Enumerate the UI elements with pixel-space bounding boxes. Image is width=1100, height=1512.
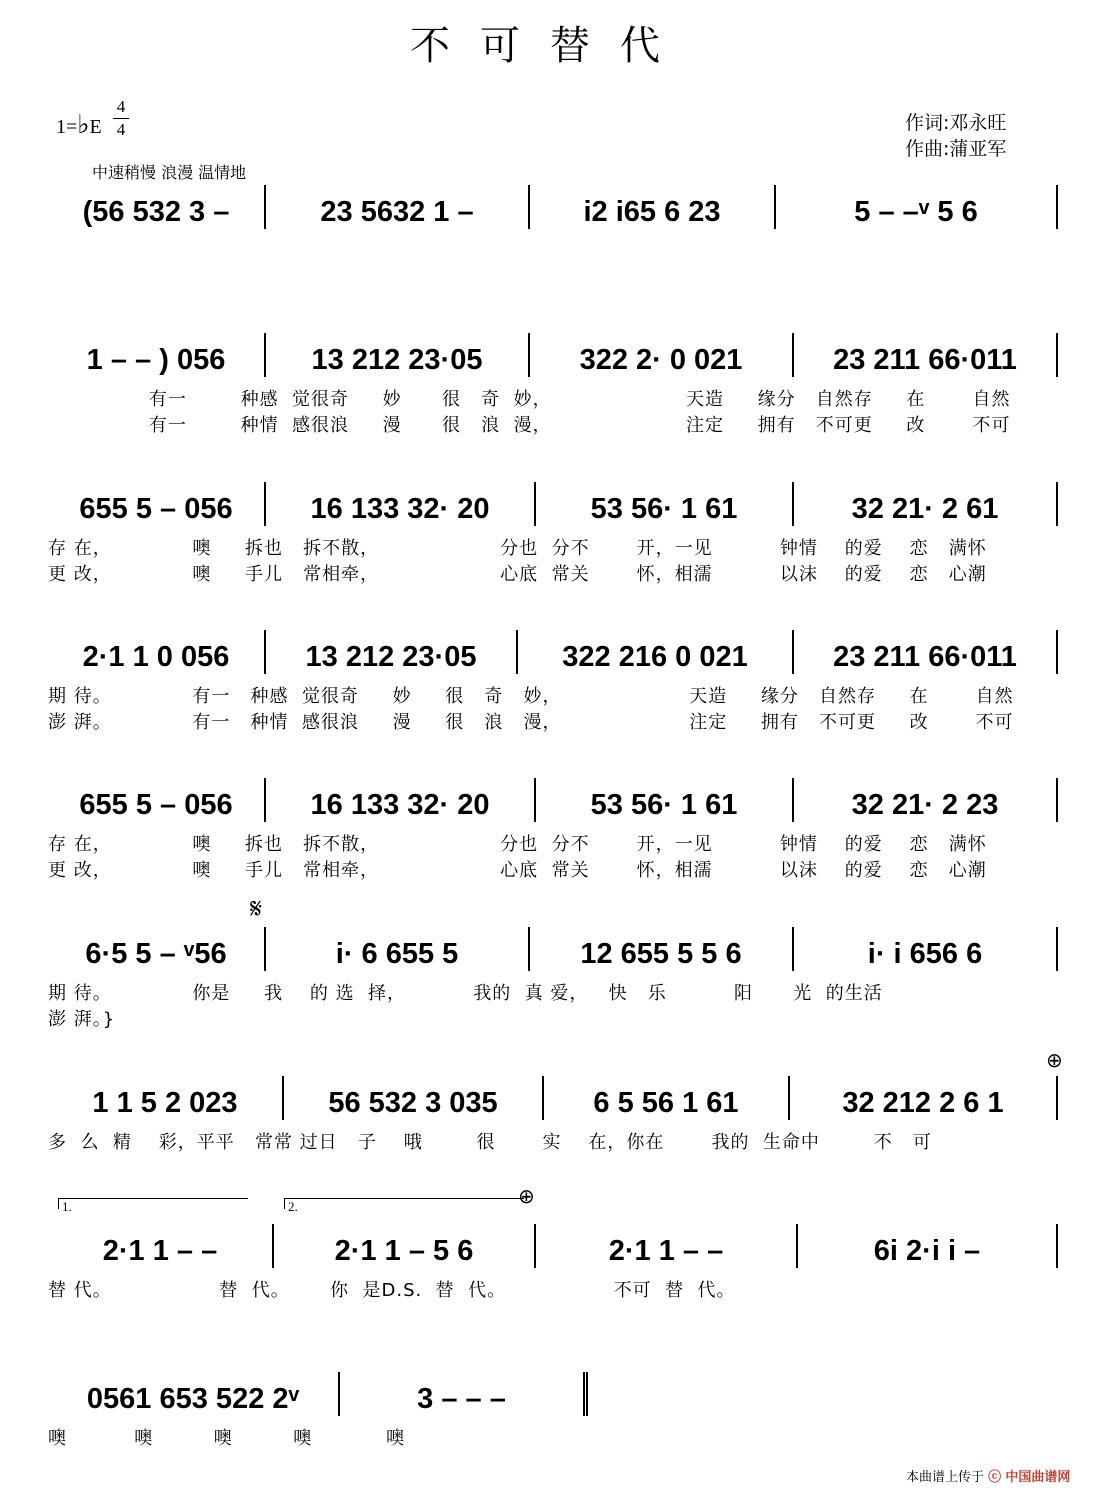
- notes-row: [48, 185, 1058, 229]
- lyric-line-1: 期 待。 你是 我 的 选 择， 我的 真 爱， 快 乐 阳 光 的生活: [48, 983, 883, 1003]
- lyric-line-1: 存 在， 噢 拆也 拆不散， 分也 分不 开，一见 钟情 的爱 恋 满怀: [48, 834, 987, 854]
- measure: i2 i65 6 23: [530, 185, 776, 229]
- lyric-line-2: 澎 湃。}: [48, 1009, 116, 1029]
- lyric-line-1: 多 么 精 彩，平平 常常 过日 子 哦 很 实 在，你在 我的 生命中 不 可: [48, 1132, 932, 1152]
- notes-row: [48, 333, 1058, 377]
- measure: 16 133 32· 20: [266, 482, 536, 526]
- score-system-8: [0, 1224, 1100, 1364]
- volta-2: 2.: [284, 1198, 524, 1209]
- segno-icon: 𝄋: [250, 892, 263, 925]
- tempo-marking: 中速稍慢 浪漫 温情地: [92, 163, 247, 182]
- meter-bottom: 4: [113, 118, 129, 141]
- lyric-line-1: 噢 噢 噢 噢 噢: [48, 1428, 406, 1448]
- measure: (56 532 3 –: [48, 185, 266, 229]
- notes-row: [48, 1372, 588, 1416]
- site-logo-icon: ⓒ: [988, 1470, 1002, 1485]
- footer-text: 本曲谱上传于: [906, 1470, 985, 1485]
- notes-row: [48, 630, 1058, 674]
- measure: 53 56· 1 61: [536, 482, 794, 526]
- key-prefix: 1=: [56, 116, 78, 138]
- lyric-line-1: 存 在， 噢 拆也 拆不散， 分也 分不 开，一见 钟情 的爱 恋 满怀: [48, 538, 987, 558]
- measure: 23 211 66·011: [794, 333, 1058, 377]
- score-system-4: [0, 630, 1100, 770]
- notes-row: [48, 778, 1058, 822]
- measure: 16 133 32· 20: [266, 778, 536, 822]
- score-system-1: [0, 185, 1100, 325]
- measure: 322 2· 0 021: [530, 333, 794, 377]
- measure: 6·5 5 – ᵛ56: [48, 927, 266, 971]
- measure: 322 216 0 021: [518, 630, 794, 674]
- notes-row: [48, 482, 1058, 526]
- score-system-6: [0, 927, 1100, 1067]
- measure: 0561 653 522 2ᵛ: [48, 1372, 340, 1416]
- measure: 2·1 1 0 056: [48, 630, 266, 674]
- measure: 32 21· 2 61: [794, 482, 1058, 526]
- measure: i· i 656 6: [794, 927, 1058, 971]
- lyric-line-1: 替 代。 替 代。 你 是D.S. 替 代。 不可 替 代。: [48, 1280, 736, 1300]
- score-system-2: [0, 333, 1100, 473]
- measure: 5 – –ᵛ 5 6: [776, 185, 1058, 229]
- measure: 32 212 2 6 1: [790, 1076, 1058, 1120]
- measure: 2·1 1 – –: [48, 1224, 274, 1268]
- volta-1: 1.: [58, 1198, 248, 1209]
- footer-credit: [906, 1466, 1070, 1485]
- score-system-3: [0, 482, 1100, 622]
- measure: 13 212 23·05: [266, 630, 518, 674]
- measure: 3 – – –: [340, 1372, 588, 1416]
- lyricist-credit: 作词:邓永旺: [905, 112, 1007, 134]
- composer-credit: 作曲:蒲亚军: [905, 138, 1007, 160]
- score-system-7: [0, 1076, 1100, 1216]
- page-title: 不可替代: [410, 23, 690, 69]
- notes-row: [48, 927, 1058, 971]
- measure: 1 – – ) 056: [48, 333, 266, 377]
- score-system-9: [0, 1372, 1100, 1512]
- measure: 6 5 56 1 61: [544, 1076, 790, 1120]
- time-signature: [113, 96, 129, 141]
- lyric-line-2: 有一 种情 感很浪 漫 很 浪 漫， 注定 拥有 不可更 改 不可: [48, 415, 1011, 435]
- lyric-line-2: 澎 湃。 有一 种情 感很浪 漫 很 浪 漫， 注定 拥有 不可更 改 不可: [48, 712, 1014, 732]
- measure: 13 212 23·05: [266, 333, 530, 377]
- score-system-5: [0, 778, 1100, 918]
- measure: 6i 2·i i –: [798, 1224, 1058, 1268]
- measure: 12 655 5 5 6: [530, 927, 794, 971]
- lyric-line-2: 更 改， 噢 手儿 常相牵， 心底 常关 怀，相濡 以沫 的爱 恋 心潮: [48, 860, 987, 880]
- key-signature: [56, 110, 102, 140]
- measure: 32 21· 2 23: [794, 778, 1058, 822]
- coda-icon: ⊕: [1046, 1048, 1063, 1072]
- notes-row: [48, 1224, 1058, 1268]
- meter-top: 4: [116, 97, 126, 116]
- notes-row: [48, 1076, 1058, 1120]
- measure: 655 5 – 056: [48, 482, 266, 526]
- measure: 56 532 3 035: [284, 1076, 544, 1120]
- footer-site[interactable]: 中国曲谱网: [1005, 1470, 1071, 1485]
- measure: 2·1 1 – 5 6: [274, 1224, 536, 1268]
- key-note: E: [89, 116, 102, 138]
- measure: 23 211 66·011: [794, 630, 1058, 674]
- lyric-line-1: 期 待。 有一 种感 觉很奇 妙 很 奇 妙， 天造 缘分 自然存 在 自然: [48, 686, 1014, 706]
- coda-icon: ⊕: [518, 1184, 535, 1208]
- lyric-line-2: 更 改， 噢 手儿 常相牵， 心底 常关 怀，相濡 以沫 的爱 恋 心潮: [48, 564, 987, 584]
- measure: 655 5 – 056: [48, 778, 266, 822]
- lyric-line-1: 有一 种感 觉很奇 妙 很 奇 妙， 天造 缘分 自然存 在 自然: [48, 389, 1011, 409]
- measure: 1 1 5 2 023: [48, 1076, 284, 1120]
- flat-icon: ♭: [77, 110, 90, 139]
- measure: 2·1 1 – –: [536, 1224, 798, 1268]
- measure: 53 56· 1 61: [536, 778, 794, 822]
- measure: 23 5632 1 –: [266, 185, 530, 229]
- measure: i· 6 655 5: [266, 927, 530, 971]
